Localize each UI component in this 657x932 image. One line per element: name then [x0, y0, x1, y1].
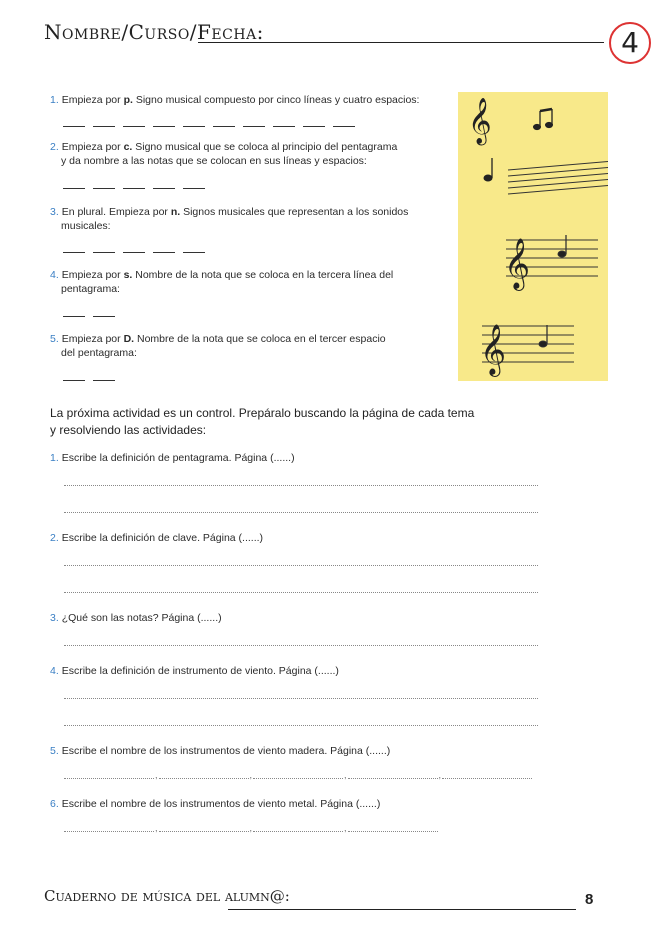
- answer-line-4b[interactable]: [64, 725, 538, 726]
- answer-line-1a[interactable]: [64, 485, 538, 486]
- answer-blanks-4[interactable]: [63, 316, 115, 317]
- quarter-note-icon: [484, 158, 492, 181]
- answer-line-2a[interactable]: [64, 565, 538, 566]
- answer-blanks-5[interactable]: [63, 380, 115, 381]
- answer-line-3a[interactable]: [64, 645, 538, 646]
- staff-with-note-icon: [504, 235, 598, 291]
- footer-label: Cuaderno de música del alumn@:: [44, 887, 290, 905]
- activity-6: 6. Escribe el nombre de los instrumentos de viento metal. Página (......): [50, 798, 381, 810]
- clue-1: 1. Empieza por p. Signo musical compuesto por cinco líneas y cuatro espacios:: [50, 94, 420, 106]
- activity-3: 3. ¿Qué son las notas? Página (......): [50, 612, 222, 624]
- clue-3: 3. En plural. Empieza por n. Signos musicales que representan a los sonidos musicales:: [50, 206, 409, 232]
- page-number: 8: [585, 891, 594, 908]
- answer-line-4a[interactable]: [64, 698, 538, 699]
- answer-blanks-1[interactable]: [63, 126, 355, 127]
- staff-with-note-icon: [480, 324, 574, 377]
- answer-blanks-2[interactable]: [63, 188, 205, 189]
- answer-list-5[interactable]: , , , ,: [64, 778, 532, 780]
- activity-1: 1. Escribe la definición de pentagrama. Página (......): [50, 452, 295, 464]
- name-course-date-field[interactable]: [198, 42, 604, 43]
- activity-2: 2. Escribe la definición de clave. Página (......): [50, 532, 264, 544]
- answer-line-2b[interactable]: [64, 592, 538, 593]
- activity-intro: La próxima actividad es un control. Prepáralo buscando la página de cada tema y resolviendo las actividades:: [50, 406, 475, 437]
- header-label: Nombre/Curso/Fecha:: [44, 20, 264, 44]
- student-name-field[interactable]: [228, 909, 576, 910]
- clue-4: 4. Empieza por s. Nombre de la nota que se coloca en la tercera línea del pentagrama:: [50, 269, 394, 295]
- clue-5: 5. Empieza por D. Nombre de la nota que se coloca en el tercer espacio del pentagrama:: [50, 333, 386, 359]
- music-symbols-panel: [458, 92, 608, 381]
- activity-5: 5. Escribe el nombre de los instrumentos de viento madera. Página (......): [50, 745, 391, 757]
- svg-text:𝄞: 𝄞: [504, 238, 531, 289]
- answer-list-6[interactable]: , , ,: [64, 831, 438, 833]
- answer-blanks-3[interactable]: [63, 252, 205, 253]
- activity-4: 4. Escribe la definición de instrumento de viento. Página (......): [50, 665, 339, 677]
- answer-line-1b[interactable]: [64, 512, 538, 513]
- clue-2: 2. Empieza por c. Signo musical que se coloca al principio del pentagrama y da nombre a las notas que se colocan en sus líneas y espacios:: [50, 141, 398, 167]
- beamed-notes-icon: [534, 109, 553, 130]
- svg-text:𝄞: 𝄞: [480, 324, 507, 375]
- music-symbols-illustration: [458, 92, 608, 381]
- treble-clef-icon: 𝄞: [468, 98, 492, 144]
- unit-badge: 4: [609, 22, 651, 64]
- staff-lines-icon: [508, 160, 608, 194]
